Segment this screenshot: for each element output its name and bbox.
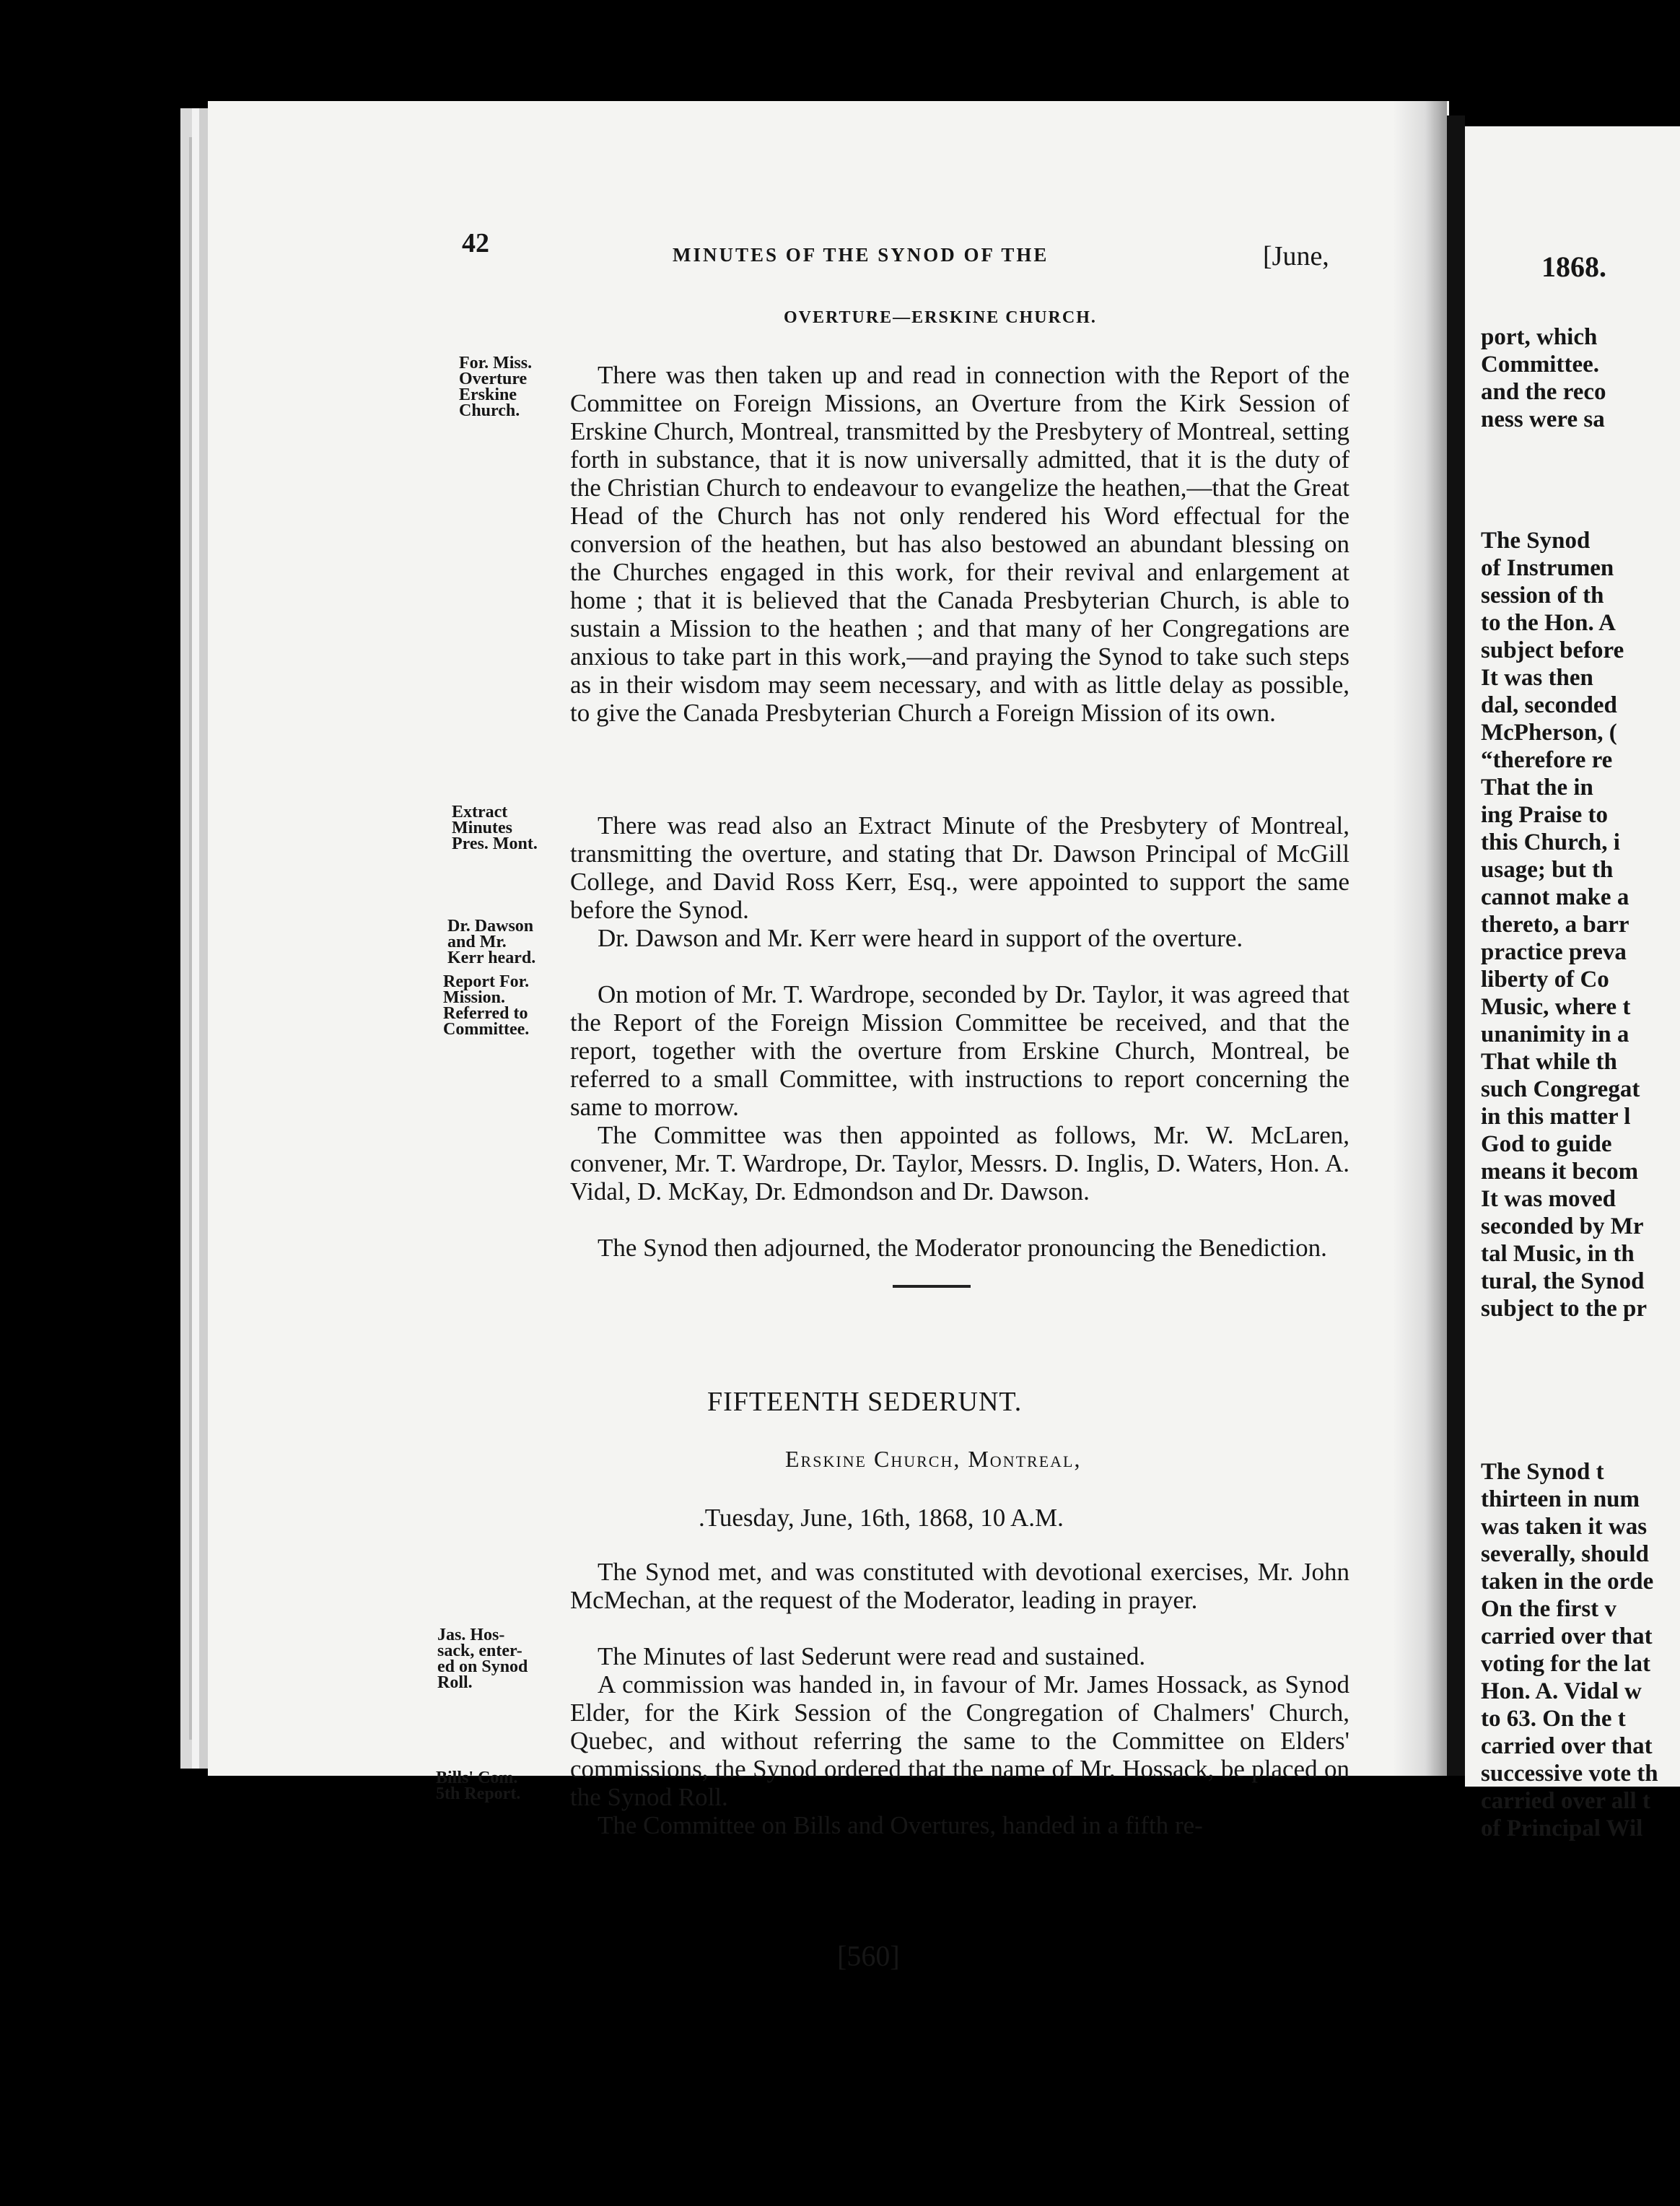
paragraph-bills-committee: The Committee on Bills and Overtures, handed in a fifth re- [598,1811,1203,1839]
right-page-line: cannot make a [1481,884,1629,910]
right-page-line: seconded by Mr [1481,1213,1644,1239]
right-page-line: severally, should [1481,1541,1649,1567]
sederunt-date: .Tuesday, June, 16th, 1868, 10 A.M. [699,1504,1064,1532]
paragraph-committee: The Committee was then appointed as follows, Mr. W. McLaren, convener, Mr. T. Wardrope, Dr. Taylor, Messrs. D. Inglis, D. Waters, Hon. A. Vidal, D. McKay, Dr. Edmondson and Dr. Dawson. [570,1121,1349,1206]
right-page-line: usage; but th [1481,857,1614,883]
right-page-line: The Synod [1481,528,1591,554]
footer-page-number: [560] [837,1940,900,1972]
right-page-line: such Congregat [1481,1076,1640,1102]
right-page-line: “therefore re [1481,747,1613,773]
right-page-line: in this matter l [1481,1104,1631,1130]
right-page-line: tal Music, in th [1481,1241,1635,1267]
right-page-line: subject before [1481,637,1624,663]
right-page-line: port, which [1481,324,1598,350]
page-edge-stack [199,108,208,1769]
right-page-line: On the first v [1481,1596,1616,1622]
right-page-line: successive vote th [1481,1761,1658,1787]
overture-body [570,361,1349,1290]
running-head: MINUTES OF THE SYNOD OF THE [673,244,1049,266]
right-page-line: God to guide [1481,1131,1612,1157]
margin-note-extract-minutes: Extract Minutes Pres. Mont. [452,803,538,853]
right-page-line: taken in the orde [1481,1569,1654,1595]
right-page-line: ing Praise to [1481,802,1608,828]
right-page-line: That the in [1481,775,1593,801]
margin-note-foreign-mission: For. Miss. Overture Erskine Church. [459,354,533,420]
right-page-line: Music, where t [1481,994,1631,1020]
paragraph-overture: There was then taken up and read in connection with the Report of the Committee on Foreign Missions, an Overture from the Kirk Session of Erskine Church, Montreal, transmitted by the Presbytery of Montreal, setting forth in substance, that it is now universally admitted, that it is the duty of the Christian Church to endeavour to evangelize the heathen,—that the Great Head of the Church has not only rendered his Word effectual for the conversion of the heathen, but has also bestowed an abundant blessing on the Churches engaged in this work, for their revival and enlargement at home ; that it is believed that the Canada Presbyterian Church, is able to sustain a Mission to the heathen ; and that many of her Congregations are anxious to take part in this work,—and praying the Synod to take such steps as in their wisdom may seem necessary, and with as little delay as possible, to give the Canada Presbyterian Church a Foreign Mission of its own. [570,361,1349,727]
right-page-line: means it becom [1481,1159,1639,1185]
margin-note-report-referred: Report For. Mission. Referred to Committee. [443,972,530,1039]
right-page-line: voting for the lat [1481,1651,1650,1677]
margin-note-dawson-kerr: Dr. Dawson and Mr. Kerr heard. [447,917,536,967]
paragraph-dawson-kerr: Dr. Dawson and Mr. Kerr were heard in support of the overture. [598,924,1243,952]
right-page-line: thereto, a barr [1481,912,1629,938]
right-page-block-middle [1481,527,1680,1322]
right-page-line: It was then [1481,665,1593,691]
right-page-line: to the Hon. A [1481,610,1616,636]
right-page-line: to 63. On the t [1481,1706,1626,1732]
book-gutter [1447,115,1465,1776]
right-page-block-top [1481,323,1680,433]
paragraph-motion: On motion of Mr. T. Wardrope, seconded by Dr. Taylor, it was agreed that the Report of the Foreign Mission Committee be received, and that the report, together with the overture from Erskine Church, Montreal, be referred to a small Committee, with instructions to report concerning the same to morrow. [570,980,1349,1121]
right-page-line: The Synod t [1481,1459,1604,1485]
margin-note-hossack: Jas. Hos- sack, enter- ed on Synod Roll. [437,1626,528,1692]
sederunt-body [570,1558,1349,1839]
right-page-line: Committee. [1481,352,1600,378]
margin-note-bills-committee: Bills' Com. 5th Report. [436,1769,521,1803]
right-page-line: liberty of Co [1481,967,1609,993]
right-page-line: was taken it was [1481,1514,1648,1540]
right-page-line: dal, seconded [1481,692,1617,718]
right-page-line: ness were sa [1481,406,1605,432]
right-page-line: of Principal Wil [1481,1815,1643,1841]
right-page-line: of Instrumen [1481,555,1614,581]
right-page-line: practice preva [1481,939,1627,965]
right-page-line: It was moved [1481,1186,1616,1212]
right-page-line: McPherson, ( [1481,720,1617,746]
page-number: 42 [462,228,489,258]
right-page-line: thirteen in num [1481,1486,1640,1512]
running-head-month: [June, [1263,241,1329,271]
right-page-line: carried over that [1481,1623,1653,1649]
paragraph-commission: A commission was handed in, in favour of Mr. James Hossack, as Synod Elder, for the Kirk Session of the Congregation of Chalmers' Church, Quebec, and without referring the same to the Committee on Elders' commissions, the Synod ordered that the name of Mr. Hossack, be placed on the Synod Roll. [570,1670,1349,1811]
sederunt-location: Erskine Church, Montreal, [785,1446,1082,1472]
right-page-line: Hon. A. Vidal w [1481,1678,1642,1704]
section-heading: OVERTURE—ERSKINE CHURCH. [784,308,1097,327]
right-page-line: and the reco [1481,379,1606,405]
book-spine [1393,101,1447,1776]
right-page-line: unanimity in a [1481,1021,1629,1047]
right-page-line: this Church, i [1481,829,1620,855]
right-page-line: subject to the pr [1481,1296,1648,1322]
right-page-line: That while th [1481,1049,1617,1075]
paragraph-synod-met: The Synod met, and was constituted with devotional exercises, Mr. John McMechan, at the request of the Moderator, leading in prayer. [570,1558,1349,1614]
paragraph-minutes-sustained: The Minutes of last Sederunt were read and sustained. [598,1642,1146,1670]
right-page-year: 1868. [1541,250,1606,283]
page-edge-stack [192,108,199,1769]
section-divider [893,1285,971,1288]
paragraph-extract-minute: There was read also an Extract Minute of the Presbytery of Montreal, transmitting the overture, and stating that Dr. Dawson Principal of McGill College, and David Ross Kerr, Esq., were appointed to support the same before the Synod. [570,811,1349,924]
sederunt-title: FIFTEENTH SEDERUNT. [707,1387,1023,1417]
paragraph-adjourned: The Synod then adjourned, the Moderator pronouncing the Benediction. [598,1234,1327,1262]
right-page-line: tural, the Synod [1481,1268,1645,1294]
right-page-line: carried over that [1481,1733,1653,1759]
right-page-block-bottom [1481,1458,1680,1842]
right-page-line: session of th [1481,583,1604,609]
right-page-line: carried over all t [1481,1788,1650,1814]
